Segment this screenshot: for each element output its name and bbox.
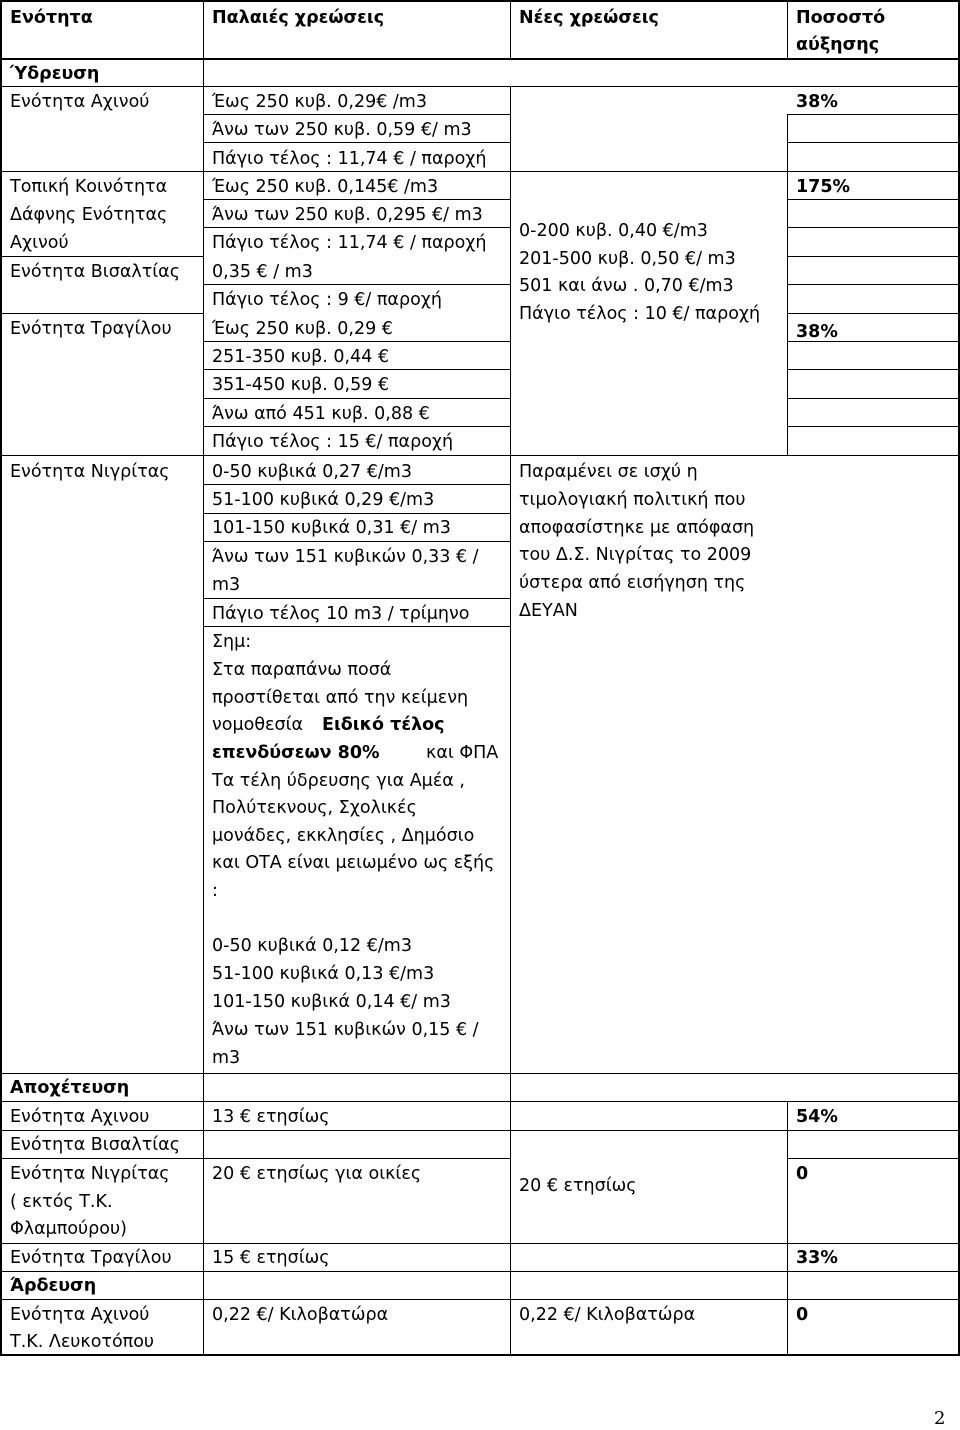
water-tragilou-line: 351-450 κυβ. 0,59 € — [212, 375, 390, 395]
water-nigritas-line: 101-150 κυβικά 0,31 €/ m3 — [212, 518, 451, 538]
water-nigritas-note: Πολύτεκνους, Σχολικές — [212, 798, 417, 818]
water-tragilou-pct: 38% — [796, 322, 838, 342]
water-nigritas-new: αποφασίστηκε με απόφαση — [519, 518, 755, 538]
sewer-nigritas-name: ( εκτός Τ.Κ. — [10, 1192, 113, 1212]
water-nigritas-note: μονάδες, εκκλησίες , Δημόσιο — [212, 826, 475, 846]
water-nigritas-new: ύστερα από εισήγηση της — [519, 573, 746, 593]
water-nigritas-line: Πάγιο τέλος 10 m3 / τρίμηνο — [212, 604, 470, 624]
sewer-title: Αποχέτευση — [10, 1078, 130, 1098]
water-dafnis-line: Άνω των 250 κυβ. 0,295 €/ m3 — [212, 205, 483, 225]
water-nigritas-line: m3 — [212, 575, 241, 595]
sewer-nigritas-name: Φλαμπούρου) — [10, 1219, 127, 1239]
water-nigritas-new: του Δ.Σ. Νιγρίτας το 2009 — [519, 545, 752, 565]
water-dafnis-line: Έως 250 κυβ. 0,145€ /m3 — [212, 177, 439, 197]
water-nigritas-note: Σημ: — [212, 632, 252, 652]
water-achinou-line: Έως 250 κυβ. 0,29€ /m3 — [212, 92, 427, 112]
water-achinou-name: Ενότητα Αχινού — [10, 92, 150, 112]
water-visaltias-line: 0,35 € / m3 — [212, 262, 313, 282]
water-nigritas-line: Άνω των 151 κυβικών 0,33 € / — [212, 547, 479, 567]
water-nigritas-reduced: 101-150 κυβικά 0,14 €/ m3 — [212, 992, 451, 1012]
sewer-tragilou-pct: 33% — [796, 1248, 838, 1268]
water-nigritas-note: : — [212, 881, 218, 901]
irrigation-achinou-pct: 0 — [796, 1305, 809, 1325]
sewer-nigritas-old: 20 € ετησίως για οικίες — [212, 1164, 422, 1184]
sewer-tragilou-old: 15 € ετησίως — [212, 1248, 330, 1268]
header-old-charges: Παλαιές χρεώσεις — [212, 8, 385, 28]
water-nigritas-note: και ΦΠΑ — [426, 743, 499, 763]
water-title: Ύδρευση — [10, 64, 100, 84]
water-dafnis-pct: 175% — [796, 177, 851, 197]
water-visaltias-line: Πάγιο τέλος : 9 €/ παροχή — [212, 290, 442, 310]
header-increase: Ποσοστό — [796, 8, 886, 28]
water-dafnis-name: Τοπική Κοινότητα — [10, 177, 168, 197]
water-tragilou-line: Άνω από 451 κυβ. 0,88 € — [212, 404, 430, 424]
water-dafnis-name: Αχινού — [10, 233, 69, 253]
water-new-line: Πάγιο τέλος : 10 €/ παροχή — [519, 304, 761, 324]
water-nigritas-reduced: Άνω των 151 κυβικών 0,15 € / — [212, 1020, 479, 1040]
water-nigritas-note: Στα παραπάνω ποσά — [212, 660, 392, 680]
sewer-achinou-old: 13 € ετησίως — [212, 1107, 330, 1127]
water-achinou-line: Άνω των 250 κυβ. 0,59 €/ m3 — [212, 120, 472, 140]
water-nigritas-reduced: 0-50 κυβικά 0,12 €/m3 — [212, 936, 412, 956]
water-nigritas-new: ΔΕΥΑΝ — [519, 601, 578, 621]
header-section: Ενότητα — [10, 8, 93, 28]
sewer-achinou-name: Ενότητα Αχινου — [10, 1107, 150, 1127]
sewer-tragilou-name: Ενότητα Τραγίλου — [10, 1248, 172, 1268]
water-tragilou-line: Πάγιο τέλος : 15 €/ παροχή — [212, 432, 454, 452]
irrigation-achinou-old: 0,22 €/ Κιλοβατώρα — [212, 1305, 389, 1325]
header-increase-2: αύξησης — [796, 35, 880, 55]
water-nigritas-reduced: m3 — [212, 1048, 241, 1068]
irrigation-achinou-name: Ενότητα Αχινού — [10, 1305, 150, 1325]
water-nigritas-note-bold: επενδύσεων 80% — [212, 743, 380, 763]
water-nigritas-new: Παραμένει σε ισχύ η — [519, 462, 698, 482]
water-nigritas-new: τιμολογιακή πολιτική που — [519, 490, 746, 510]
water-nigritas-note: νομοθεσία — [212, 715, 304, 735]
water-dafnis-name: Δάφνης Ενότητας — [10, 205, 168, 225]
irrigation-title: Άρδευση — [10, 1276, 97, 1296]
sewer-nigritas-new: 20 € ετησίως — [519, 1176, 637, 1196]
irrigation-achinou-new: 0,22 €/ Κιλοβατώρα — [519, 1305, 696, 1325]
water-tragilou-line: Έως 250 κυβ. 0,29 € — [212, 319, 393, 339]
water-nigritas-line: 51-100 κυβικά 0,29 €/m3 — [212, 490, 435, 510]
water-nigritas-note: και ΟΤΑ είναι μειωμένο ως εξής — [212, 853, 495, 873]
header-new-charges: Νέες χρεώσεις — [519, 8, 659, 28]
water-visaltias-name: Ενότητα Βισαλτίας — [10, 262, 180, 282]
water-nigritas-note-bold: Ειδικό τέλος — [322, 715, 445, 735]
water-new-line: 501 και άνω . 0,70 €/m3 — [519, 276, 734, 296]
sewer-nigritas-name: Ενότητα Νιγρίτας — [10, 1164, 170, 1184]
page-number: 2 — [934, 1408, 946, 1429]
sewer-nigritas-pct: 0 — [796, 1164, 809, 1184]
water-dafnis-line: Πάγιο τέλος : 11,74 € / παροχή — [212, 233, 487, 253]
sewer-visaltias-name: Ενότητα Βισαλτίας — [10, 1135, 180, 1155]
water-nigritas-name: Ενότητα Νιγρίτας — [10, 462, 170, 482]
water-nigritas-reduced: 51-100 κυβικά 0,13 €/m3 — [212, 964, 435, 984]
water-nigritas-note: Τα τέλη ύδρευσης για Αμέα , — [212, 771, 465, 791]
water-new-line: 0-200 κυβ. 0,40 €/m3 — [519, 221, 708, 241]
water-nigritas-line: 0-50 κυβικά 0,27 €/m3 — [212, 462, 412, 482]
irrigation-achinou-name: Τ.Κ. Λευκοτόπου — [10, 1332, 155, 1352]
water-tragilou-line: 251-350 κυβ. 0,44 € — [212, 347, 390, 367]
water-achinou-line: Πάγιο τέλος : 11,74 € / παροχή — [212, 149, 487, 169]
water-new-line: 201-500 κυβ. 0,50 €/ m3 — [519, 249, 736, 269]
water-achinou-pct: 38% — [796, 92, 838, 112]
water-tragilou-name: Ενότητα Τραγίλου — [10, 319, 172, 339]
water-nigritas-note: προστίθεται από την κείμενη — [212, 688, 469, 708]
sewer-achinou-pct: 54% — [796, 1107, 838, 1127]
